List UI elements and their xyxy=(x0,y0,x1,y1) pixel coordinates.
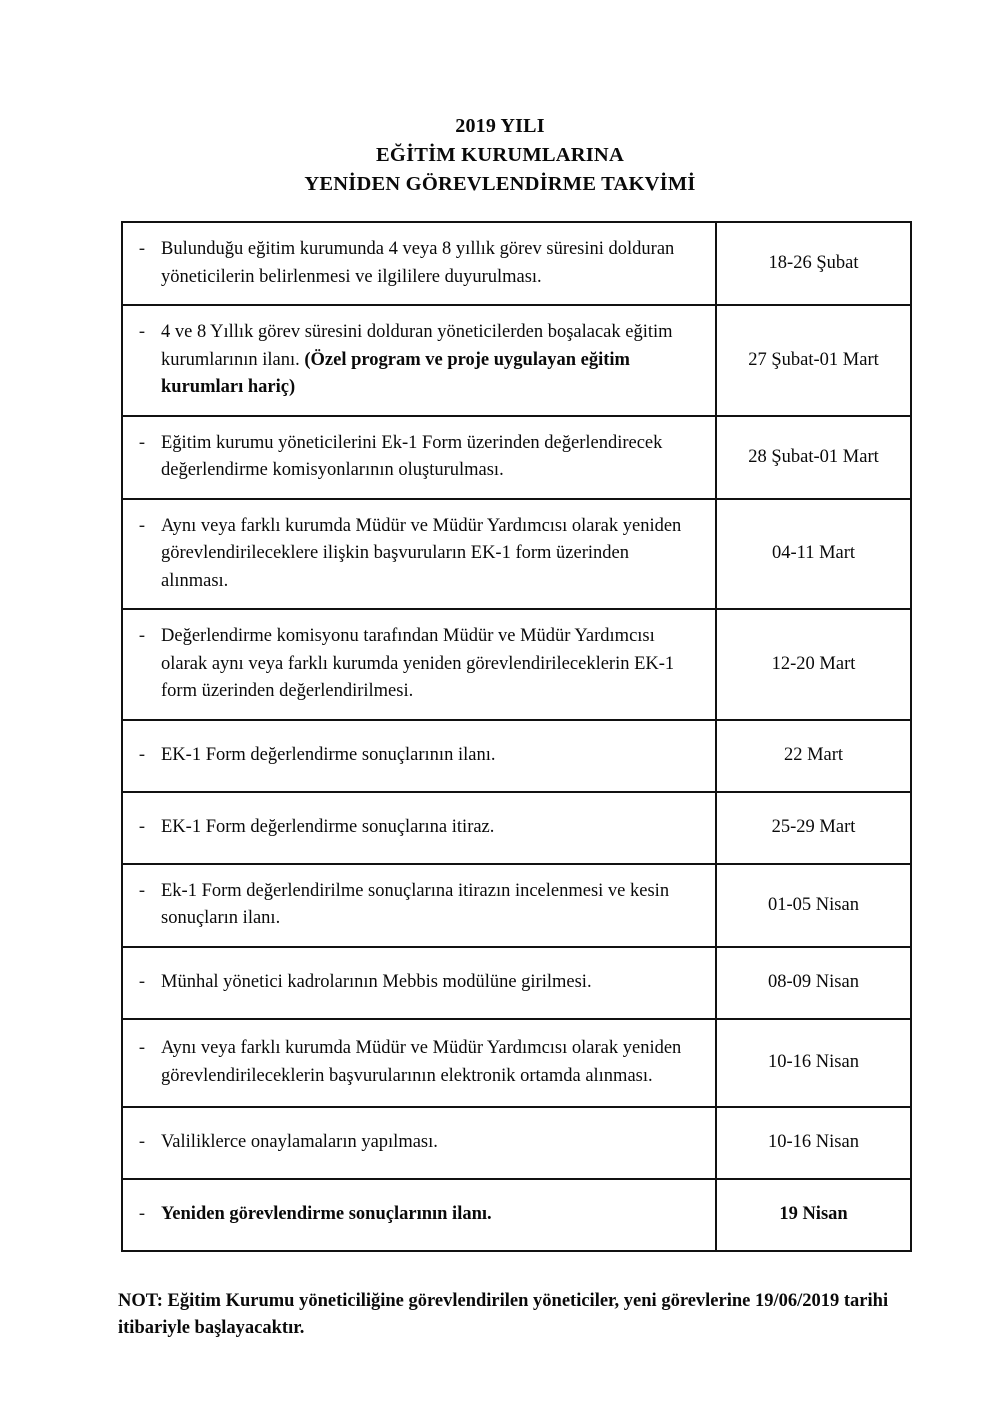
task-cell xyxy=(122,864,716,947)
bullet-dash-icon: - xyxy=(138,515,146,536)
table-row xyxy=(122,792,911,864)
bullet-dash-icon: - xyxy=(138,1038,146,1058)
date-text: 27 Şubat-01 Mart xyxy=(748,349,879,370)
table-row xyxy=(122,499,911,610)
table-row xyxy=(122,416,911,499)
task-text: EK-1 Form değerlendirme sonuçlarına itiraz. xyxy=(161,816,495,837)
table-row xyxy=(122,1179,911,1251)
table-row xyxy=(122,947,911,1019)
page-title xyxy=(0,112,1000,199)
table-row xyxy=(122,305,911,416)
bullet-dash-icon: - xyxy=(138,971,146,992)
task-cell xyxy=(122,1107,716,1179)
bullet-dash-icon: - xyxy=(138,432,146,453)
task-cell-content xyxy=(123,610,715,719)
table-row xyxy=(122,1107,911,1179)
date-text: 08-09 Nisan xyxy=(768,972,859,992)
task-text: EK-1 Form değerlendirme sonuçlarının ilanı. xyxy=(161,744,496,765)
task-text: Münhal yönetici kadrolarının Mebbis modülüne girilmesi. xyxy=(161,971,592,992)
bullet-dash-icon: - xyxy=(138,626,146,646)
title-line-schedule: YENİDEN GÖREVLENDİRME TAKVİMİ xyxy=(304,173,696,195)
date-text: 18-26 Şubat xyxy=(768,253,859,273)
date-text: 25-29 Mart xyxy=(771,817,856,837)
task-cell-content xyxy=(123,801,715,855)
task-text: Ek-1 Form değerlendirilme sonuçlarına itirazın incelenmesi ve kesin sonuçların ilanı. xyxy=(161,880,670,928)
bullet-dash-icon: - xyxy=(138,880,146,901)
date-cell xyxy=(716,222,911,305)
task-cell-content xyxy=(123,1022,715,1103)
task-text: Eğitim kurumu yöneticilerini Ek-1 Form üzerinden değerlendirecek değerlendirme komisyonlarının oluşturulması. xyxy=(161,432,663,480)
task-cell xyxy=(122,1019,716,1107)
task-cell-content xyxy=(123,306,715,415)
task-cell xyxy=(122,1179,716,1251)
table-row xyxy=(122,720,911,792)
task-text: Valiliklerce onaylamaların yapılması. xyxy=(161,1131,438,1152)
schedule-table-body xyxy=(122,222,911,1251)
task-cell-content xyxy=(123,1188,715,1242)
date-cell xyxy=(716,864,911,947)
title-line-year: 2019 YILI xyxy=(455,115,545,137)
task-cell-content xyxy=(123,500,715,609)
task-cell xyxy=(122,416,716,499)
task-text-emphasis: (Özel program ve proje uygulayan eğitim kurumları hariç) xyxy=(161,349,630,397)
task-cell xyxy=(122,222,716,305)
date-cell xyxy=(716,416,911,499)
task-text: Değerlendirme komisyonu tarafından Müdür ve Müdür Yardımcısı olarak aynı veya farklı kurumda yeniden görevlendirileceklerin EK-1 form üzerinden değerlendirilmesi. xyxy=(161,626,675,701)
task-cell xyxy=(122,499,716,610)
table-row xyxy=(122,864,911,947)
date-text: 04-11 Mart xyxy=(771,543,856,564)
task-cell xyxy=(122,609,716,720)
task-cell xyxy=(122,720,716,792)
title-line-institutions: EĞİTİM KURUMLARINA xyxy=(376,144,624,166)
date-text: 01-05 Nisan xyxy=(768,894,859,915)
bullet-dash-icon: - xyxy=(138,1131,146,1152)
bullet-dash-icon: - xyxy=(138,744,146,765)
date-text: 12-20 Mart xyxy=(771,653,856,674)
date-text: 19 Nisan xyxy=(779,1204,848,1224)
date-text: 10-16 Nisan xyxy=(768,1052,859,1072)
task-cell-content xyxy=(123,417,715,498)
date-cell xyxy=(716,947,911,1019)
task-cell xyxy=(122,792,716,864)
date-text: 22 Mart xyxy=(783,745,844,765)
date-cell xyxy=(716,1107,911,1179)
task-text: Bulunduğu eğitim kurumunda 4 veya 8 yıllık görev süresini dolduran yöneticilerin belirlenmesi ve ilgililere duyurulması. xyxy=(161,239,675,287)
date-cell xyxy=(716,609,911,720)
date-text: 28 Şubat-01 Mart xyxy=(748,446,879,467)
table-row xyxy=(122,609,911,720)
bullet-dash-icon: - xyxy=(138,239,146,259)
bullet-dash-icon: - xyxy=(138,1203,146,1224)
bullet-dash-icon: - xyxy=(138,816,146,837)
task-cell-content xyxy=(123,865,715,946)
task-text: Yeniden görevlendirme sonuçlarının ilanı. xyxy=(161,1203,492,1224)
task-cell-content xyxy=(123,223,715,304)
task-cell-content xyxy=(123,729,715,783)
task-text: Aynı veya farklı kurumda Müdür ve Müdür Yardımcısı olarak yeniden görevlendirileceklere ilişkin başvuruların EK-1 form üzerinden alınması. xyxy=(161,515,682,591)
table-row xyxy=(122,222,911,305)
date-cell xyxy=(716,499,911,610)
table-row xyxy=(122,1019,911,1107)
footer-note: NOT: Eğitim Kurumu yöneticiliğine görevlendirilen yöneticiler, yeni görevlerine 19/06/2019 tarihi itibariyle başlayacaktır. xyxy=(118,1291,889,1338)
date-cell xyxy=(716,1179,911,1251)
task-text: 4 ve 8 Yıllık görev süresini dolduran yöneticilerden boşalacak eğitim kurumlarının ilanı. (Özel program ve proje uygulayan eğitim kurumları hariç) xyxy=(161,322,673,397)
schedule-table xyxy=(121,221,912,1252)
date-text: 10-16 Nisan xyxy=(768,1132,859,1152)
bullet-dash-icon: - xyxy=(138,322,146,342)
task-cell-content xyxy=(123,956,715,1010)
task-cell xyxy=(122,947,716,1019)
date-cell xyxy=(716,720,911,792)
date-cell xyxy=(716,1019,911,1107)
task-cell xyxy=(122,305,716,416)
task-text: Aynı veya farklı kurumda Müdür ve Müdür Yardımcısı olarak yeniden görevlendirileceklerin başvurularının elektronik ortamda alınması. xyxy=(161,1038,682,1086)
date-cell xyxy=(716,305,911,416)
task-cell-content xyxy=(123,1116,715,1170)
date-cell xyxy=(716,792,911,864)
